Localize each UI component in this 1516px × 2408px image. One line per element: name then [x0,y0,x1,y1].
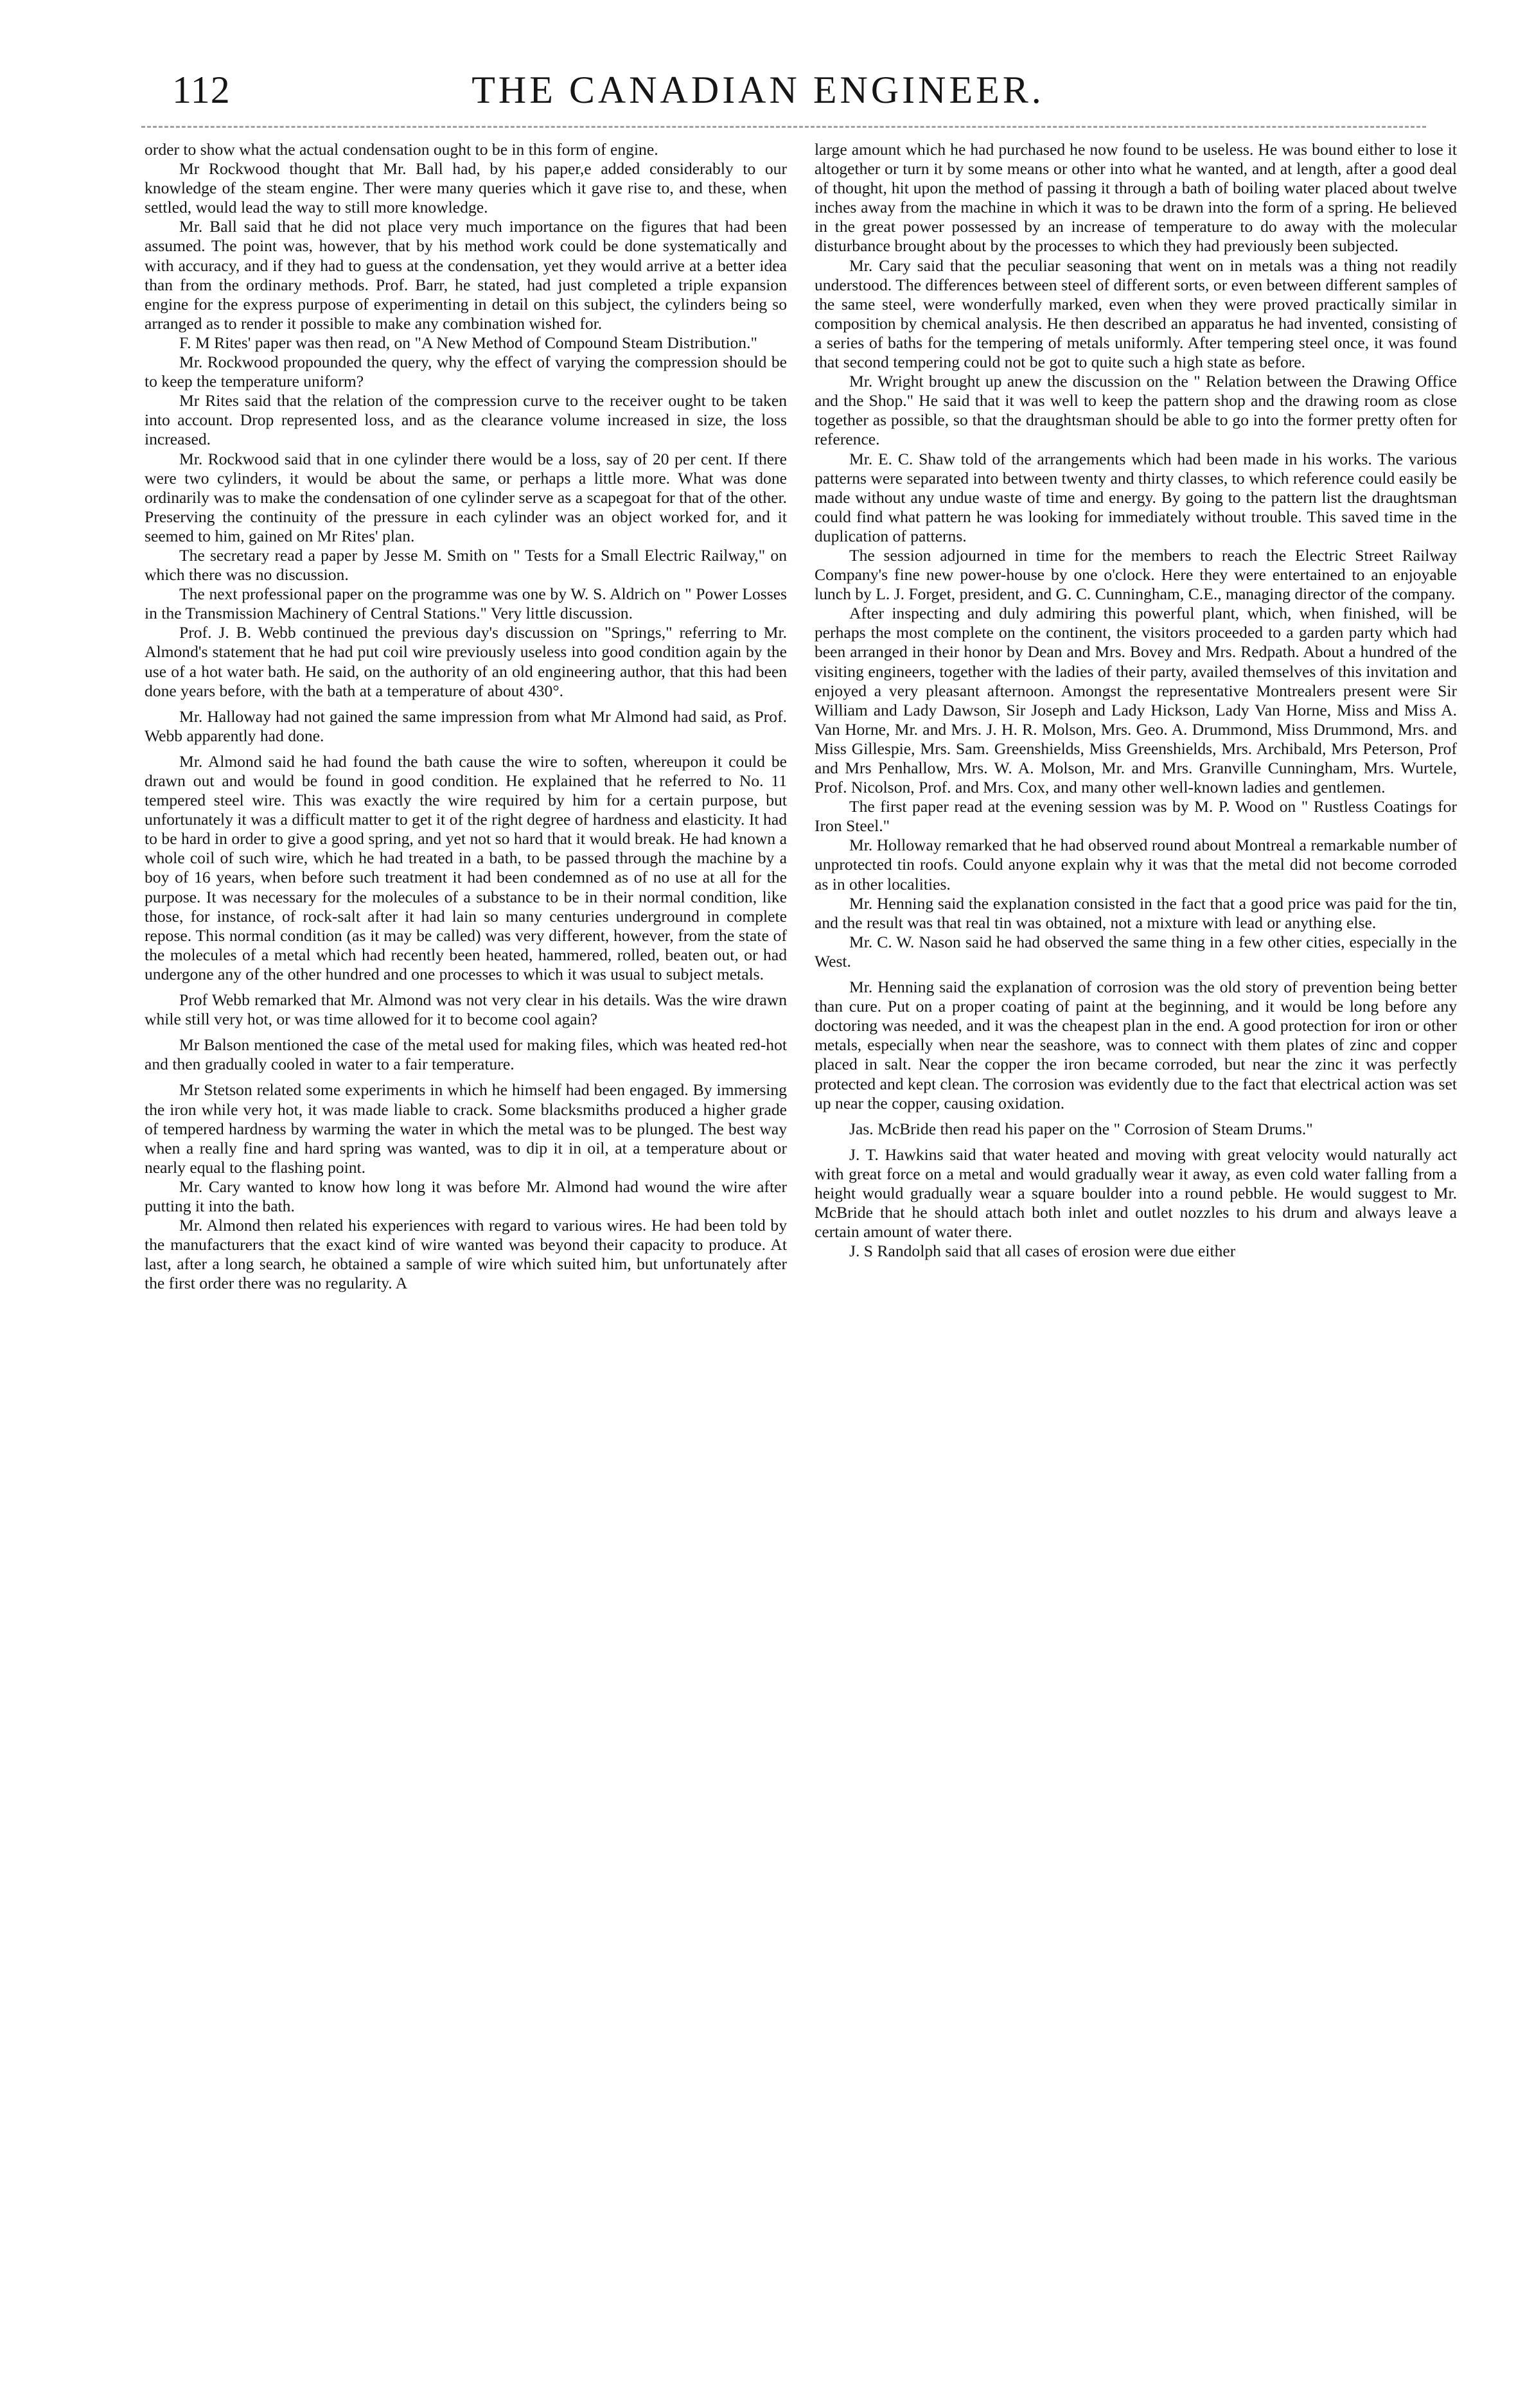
right-column [815,140,1457,2401]
paragraph: The next professional paper on the programme was one by W. S. Aldrich on " Power Losses in the Transmission Machinery of Central Stations." Very little discussion. [145,584,787,623]
paragraph: J. T. Hawkins said that water heated and moving with great velocity would naturally act with great force on a metal and would gradually wear it away, as even cold water falling from a height would gradually wear a square boulder into a round pebble. He would suggest to Mr. McBride that he should attach both inlet and outlet nozzles to his drum and always leave a certain amount of water there. [815,1145,1457,1242]
paragraph: Mr. Ball said that he did not place very much importance on the figures that had been assumed. The point was, however, that by his method work could be done systematically and with accuracy, and if they had to guess at the condensation, yet they would arrive at a better idea than from the ordinary methods. Prof. Barr, he stated, had just completed a triple expansion engine for the express purpose of experimenting in detail on this subject, the cylinders being so arranged as to render it possible to make any combination wished for. [145,217,787,333]
paragraph: Jas. McBride then read his paper on the " Corrosion of Steam Drums." [849,1119,1313,1138]
paragraph: large amount which he had purchased he now found to be useless. He was bound either to lose it altogether or turn it by some means or other into what he wanted, and at length, after a good deal of thought, hit upon the method of passing it through a bath of boiling water placed about twelve inches away from the machine in which it was to be drawn into the form of a spring. He believed in the great power possessed by an increase of temperature to do away with the molecular disturbance brought about by the processes to which they had previously been subjected. [815,140,1457,256]
paragraph: Mr. Wright brought up anew the discussion on the " Relation between the Drawing Office and the Shop." He said that it was well to keep the pattern shop and the drawing room as close together as possible, so that the draughtsman should be able to go into the former pretty often for reference. [815,372,1457,449]
paragraph: Mr. Cary wanted to know how long it was before Mr. Almond had wound the wire after putting it into the bath. [145,1177,787,1215]
paragraph: The session adjourned in time for the members to reach the Electric Street Railway Company's fine new power-house by one o'clock. Here they were entertained to an enjoyable lunch by L. J. Forget, president, and G. C. Cunningham, C.E., managing director of the company. [815,545,1457,604]
left-column [145,140,787,2401]
paragraph: Mr. Halloway had not gained the same impression from what Mr Almond had said, as Prof. Webb apparently had done. [145,707,787,745]
paragraph: Mr. Cary said that the peculiar seasoning that went on in metals was a thing not readily understood. The differences between steel of different sorts, or even between different samples of the same steel, were wonderfully marked, even when they were proved practically similar in composition by chemical analysis. He then described an apparatus he had invented, consisting of a series of baths for the tempering of metals uniformly. After tempering steel once, it was found that second tempering could not be got to quite such a high state as before. [815,256,1457,372]
paragraph: Mr. E. C. Shaw told of the arrangements which had been made in his works. The various patterns were separated into between twenty and thirty classes, to which reference could easily be made without any undue waste of time and energy. By going to the pattern list the draughtsman could find what pattern he was looking for immediately without trouble. This saved time in the duplication of patterns. [815,449,1457,545]
paragraph: Mr. Holloway remarked that he had observed round about Montreal a remarkable number of unprotected tin roofs. Could anyone explain why it was that the metal did not become corroded as in other localities. [815,836,1457,893]
paragraph: After inspecting and duly admiring this powerful plant, which, when finished, will be perhaps the most complete on the continent, the visitors proceeded to a garden party which had been arranged in their honor by Dean and Mrs. Bovey and Mrs. Redpath. About a hundred of the visiting engineers, together with the ladies of their party, availed themselves of this invitation and enjoyed a very pleasant afternoon. Amongst the representative Montrealers present were Sir William and Lady Dawson, Sir Joseph and Lady Hickson, Lady Van Horne, Miss and Miss A. Van Horne, Mr. and Mrs. J. H. R. Molson, Mrs. Geo. A. Drummond, Miss Drummond, Mrs. and Miss Gillespie, Mrs. Sam. Greenshields, Miss Greenshields, Mrs. Archibald, Mrs Peterson, Prof and Mrs Penhallow, Mrs. W. A. Molson, Mr. and Mrs. Granville Cunningham, Mrs. Wurtele, Prof. Nicolson, Prof. and Mrs. Cox, and many other well-known ladies and gentlemen. [815,604,1457,797]
paragraph: Mr. Henning said the explanation consisted in the fact that a good price was paid for the tin, and the result was that real tin was obtained, not a mixture with lead or anything else. [815,893,1457,932]
paragraph: Mr Rites said that the relation of the compression curve to the receiver ought to be taken into account. Drop represented loss, and as the clearance volume increased in size, the loss increased. [145,391,787,449]
paragraph: The first paper read at the evening session was by M. P. Wood on " Rustless Coatings for Iron Steel." [815,797,1457,836]
page-number: 112 [172,69,231,111]
paragraph: Mr. C. W. Nason said he had observed the same thing in a few other cities, especially in the West. [815,932,1457,971]
paragraph: Prof Webb remarked that Mr. Almond was not very clear in his details. Was the wire drawn while still very hot, or was time allowed for it to become cool again? [145,990,787,1029]
paragraph: Prof. J. B. Webb continued the previous day's discussion on "Springs," referring to Mr. Almond's statement that he had put coil wire previously useless into good condition again by the use of a hot water bath. He said, on the authority of an old engineering author, that this had been done years before, with the bath at a temperature of about 430°. [145,623,787,700]
paragraph: Mr. Rockwood said that in one cylinder there would be a loss, say of 20 per cent. If there were two cylinders, it would be about the same, or perhaps a little more. What was done ordinarily was to make the condensation of one cylinder serve as a scapegoat for that of the other. Preserving the continuity of the pressure in each cylinder was an object worked for, and it seemed to him, gained on Mr Rites' plan. [145,449,787,545]
paragraph: The secretary read a paper by Jesse M. Smith on " Tests for a Small Electric Railway," on which there was no discussion. [145,545,787,584]
paragraph: F. M Rites' paper was then read, on "A New Method of Compound Steam Distribution." [179,333,757,352]
header-rule [141,126,1426,128]
paragraph: Mr Stetson related some experiments in which he himself had been engaged. By immersing the iron while very hot, it was made liable to crack. Some blacksmiths produced a higher grade of tempered hardness by warming the water in which the metal was to be plunged. The best way when a really fine and hard spring was wanted, was to dip it in oil, at a temperature about or nearly equal to the flashing point. [145,1080,787,1177]
paragraph: Mr. Henning said the explanation of corrosion was the old story of prevention being better than cure. Put on a proper coating of paint at the beginning, and it would be long before any doctoring was needed, and it was the cheapest plan in the end. A good protection for iron or other metals, especially when near the seashore, was to connect with them plates of zinc and copper placed in salt. Near the copper the iron became corroded, but near the zinc it was perfectly protected and kept clean. The corrosion was evidently due to the fact that electrical action was set up near the copper, causing oxidation. [815,978,1457,1112]
paragraph: Mr Rockwood thought that Mr. Ball had, by his paper,e added considerably to our knowledge of the steam engine. Ther were many queries which it gave rise to, and these, when settled, would lead the way to still more knowledge. [145,159,787,217]
page-header [0,0,1516,154]
paragraph: Mr. Rockwood propounded the query, why the effect of varying the compression should be to keep the temperature uniform? [145,353,787,391]
paragraph: J. S Randolph said that all cases of erosion were due either [849,1242,1236,1261]
paragraph: Mr. Almond said he had found the bath cause the wire to soften, whereupon it could be drawn out and would be found in good condition. He explained that he referred to No. 11 tempered steel wire. This was exactly the wire required by him for a certain purpose, but unfortunately it was a difficult matter to get it of the right degree of hardness and elasticity. It had to be hard in order to give a good spring, and yet not so hard that it would break. He had known a whole coil of such wire, which he had treated in a bath, to be passed through the machine by a boy of 16 years, when before such treatment it had been condemned as of no use at all for the purpose. It was necessary for the molecules of a substance to be in their normal condition, like those, for instance, of rock-salt after it had lain so many centuries underground in complete repose. This normal condition (as it may be called) was very different, however, from the state of the molecules of a metal which had recently been heated, hammered, rolled, beaten out, or had undergone any of the other hundred and one processes to which it was usual to subject metals. [145,751,787,983]
paragraph: order to show what the actual condensation ought to be in this form of engine. [145,140,658,159]
paragraph: Mr Balson mentioned the case of the metal used for making files, which was heated red-hot and then gradually cooled in water to a fair temperature. [145,1035,787,1074]
paragraph: Mr. Almond then related his experiences with regard to various wires. He had been told by the manufacturers that the exact kind of wire wanted was beyond their capacity to produce. At last, after a long search, he obtained a sample of wire which suited him, but unfortunately after the first order there was no regularity. A [145,1216,787,1293]
journal-title: THE CANADIAN ENGINEER. [472,69,1044,111]
